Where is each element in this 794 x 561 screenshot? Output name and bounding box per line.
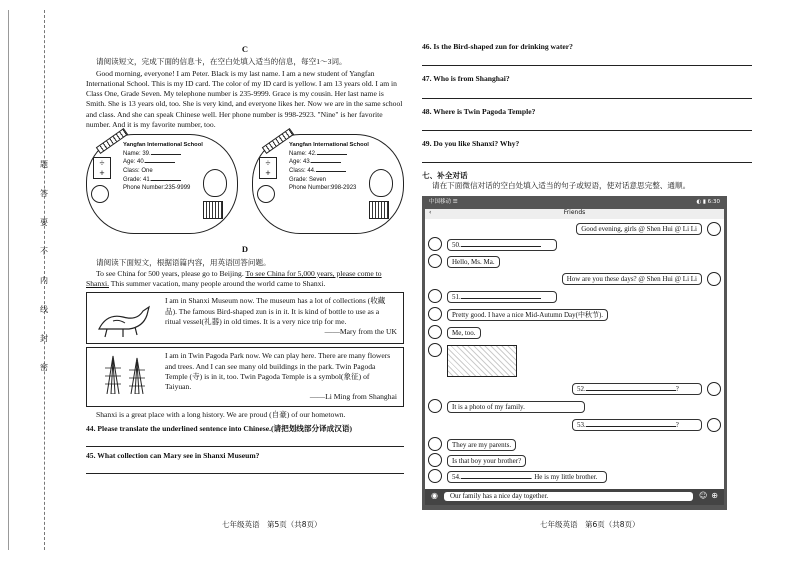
quote-signature-liming: ——Li Ming from Shanghai bbox=[309, 392, 397, 402]
answer-line-47[interactable] bbox=[422, 86, 752, 99]
seal-char: 线 bbox=[40, 305, 48, 314]
card-age-field: Age: 43. bbox=[289, 158, 403, 167]
girl-portrait-icon bbox=[369, 169, 393, 197]
chat-bubble-teacher: How are you these days? @ Shen Hui @ Li Li bbox=[562, 273, 702, 285]
card-school-name: Yangfan International School bbox=[289, 142, 369, 149]
back-arrow-icon[interactable]: ‹ bbox=[429, 208, 432, 216]
calculator-icon: ÷ + bbox=[93, 157, 111, 179]
section-c-instructions: 请阅读短文，完成下面的信息卡，在空白处填入适当的信息，每空1～3词。 bbox=[96, 57, 347, 67]
seal-char: 答 bbox=[40, 189, 48, 198]
answer-blank-39[interactable] bbox=[151, 154, 181, 155]
chat-area bbox=[425, 219, 724, 489]
info-card-peter bbox=[86, 134, 238, 234]
answer-blank-40[interactable] bbox=[145, 162, 175, 163]
section-d-intro: To see China for 500 years, please go to Beijing. To see China for 5,000 years, please come to Shanxi. This summer vacation, many people around the world came to Shanxi. bbox=[86, 268, 382, 289]
seal-char: 密 bbox=[40, 363, 48, 372]
section-7-instructions: 请在下面微信对话的空白处填入适当的句子或短语，使对话意思完整、通顺。 bbox=[432, 181, 691, 191]
seal-char: 要 bbox=[40, 218, 48, 227]
chat-input-bar bbox=[425, 489, 724, 505]
section-7-heading: 七、补全对话 bbox=[422, 171, 468, 180]
question-47: 47. Who is from Shanghai? bbox=[422, 74, 510, 84]
teacher-avatar-icon bbox=[707, 382, 721, 396]
bird-shaped-zun-image bbox=[93, 299, 159, 339]
seal-char: 封 bbox=[40, 334, 48, 343]
quote-box-liming bbox=[86, 347, 404, 406]
notepad-icon bbox=[203, 201, 223, 219]
chat-bubble-teacher: Good evening, girls @ Shen Hui @ Li Li bbox=[576, 223, 702, 235]
card-name-field: Name: 39. bbox=[123, 150, 237, 159]
quote-signature-mary: ——Mary from the UK bbox=[324, 327, 397, 337]
twin-pagoda-image bbox=[93, 354, 159, 394]
calculator-icon: ÷ + bbox=[259, 157, 277, 179]
card-grade-field: Grade: Seven bbox=[289, 176, 327, 183]
girl-avatar-icon bbox=[428, 437, 442, 451]
teacher-avatar-icon bbox=[707, 272, 721, 286]
teacher-avatar-icon bbox=[707, 418, 721, 432]
answer-blank-52[interactable] bbox=[586, 390, 676, 391]
carrier-label: 中国移动 ☰ bbox=[429, 198, 458, 205]
section-d-closing: Shanxi is a great place with a long history. We are proud (自豪) of our hometown. bbox=[96, 409, 346, 419]
chat-bubble-blank-54: 54. . He is my little brother. bbox=[447, 471, 607, 483]
chat-bubble-girl: They are my parents. bbox=[447, 439, 516, 451]
card-name-field: Name: 42. bbox=[289, 150, 403, 159]
chat-bubble-blank-52: 52. ? bbox=[572, 383, 702, 395]
answer-blank-44[interactable] bbox=[316, 171, 346, 172]
pie-icon bbox=[257, 185, 275, 203]
seal-char: 题 bbox=[40, 160, 48, 169]
phone-status-bar bbox=[425, 199, 724, 209]
answer-line-46[interactable] bbox=[422, 53, 752, 66]
chat-bubble-blank-50: 50. bbox=[447, 239, 557, 251]
answer-line-44[interactable] bbox=[86, 434, 404, 447]
wechat-phone-screenshot bbox=[422, 196, 727, 510]
chat-bubble-girl: It is a photo of my family. bbox=[447, 401, 585, 413]
info-cards bbox=[86, 134, 404, 238]
boy-portrait-icon bbox=[203, 169, 227, 197]
quote-text-liming: I am in Twin Pagoda Park now. We can play here. There are many flowers and trees. And I can see many old buildings in the park. Twin Pagoda Temple (寺) is in it, too. Twin Pagoda Temple is a symbol(象征) of Taiyuan. bbox=[165, 351, 391, 392]
quote-box-mary bbox=[86, 292, 404, 344]
battery-time: ◐ ▮ 6:30 bbox=[696, 198, 720, 205]
margin-border-line bbox=[8, 10, 9, 550]
chat-bubble-blank-53: 53. ? bbox=[572, 419, 702, 431]
teacher-avatar-icon bbox=[707, 222, 721, 236]
girl-avatar-icon bbox=[428, 307, 442, 321]
answer-line-49[interactable] bbox=[422, 150, 752, 163]
answer-blank-54[interactable] bbox=[461, 478, 531, 479]
card-class-field: Class: One bbox=[123, 167, 153, 174]
answer-blank-43[interactable] bbox=[311, 162, 341, 163]
chat-title-bar bbox=[425, 209, 724, 219]
girl-avatar-icon bbox=[428, 289, 442, 303]
chat-title: Friends bbox=[563, 208, 586, 216]
page-footer-left: 七年级英语 第5页（共8页） bbox=[222, 520, 322, 529]
girl-avatar-icon bbox=[428, 469, 442, 483]
answer-blank-41[interactable] bbox=[151, 180, 181, 181]
pie-icon bbox=[91, 185, 109, 203]
answer-blank-50[interactable] bbox=[461, 246, 541, 247]
chat-bubble-girl: Me, too. bbox=[447, 327, 481, 339]
left-page bbox=[86, 42, 404, 477]
card-phone-field: Phone Number:998-2923 bbox=[289, 185, 357, 192]
family-photo-image bbox=[447, 345, 517, 377]
section-d-heading: D bbox=[241, 244, 249, 255]
chat-bubble-girl: Pretty good. I have a nice Mid-Autumn Day(中秋节). bbox=[447, 309, 608, 321]
answer-blank-42[interactable] bbox=[317, 154, 347, 155]
seal-char: 内 bbox=[40, 276, 48, 285]
notepad-icon bbox=[369, 201, 389, 219]
card-phone-field: Phone Number:235-9999 bbox=[123, 185, 191, 192]
card-class-field: Class: 44. bbox=[289, 167, 403, 176]
right-page bbox=[422, 42, 752, 510]
answer-blank-51[interactable] bbox=[461, 298, 541, 299]
seal-char: 不 bbox=[40, 247, 48, 256]
question-44: 44. Please translate the underlined sentence into Chinese.(请把划线部分译成汉语) bbox=[86, 423, 352, 433]
section-c-heading: C bbox=[241, 44, 249, 54]
chat-bubble-girl: Hello, Ms. Ma. bbox=[447, 256, 500, 268]
card-age-field: Age: 40. bbox=[123, 158, 237, 167]
voice-icon[interactable]: ◉ bbox=[431, 491, 438, 501]
plus-icon[interactable]: ⊕ bbox=[711, 491, 718, 501]
chat-bubble-blank-51: 51. bbox=[447, 291, 557, 303]
answer-blank-53[interactable] bbox=[586, 426, 676, 427]
question-45: 45. What collection can Mary see in Shanxi Museum? bbox=[86, 451, 260, 461]
emoji-icon[interactable]: ☺ bbox=[698, 491, 708, 501]
question-49: 49. Do you like Shanxi? Why? bbox=[422, 138, 520, 148]
last-message-preview: Our family has a nice day together. bbox=[444, 492, 693, 501]
chat-bubble-girl: Is that boy your brother? bbox=[447, 455, 526, 467]
girl-avatar-icon bbox=[428, 453, 442, 467]
girl-avatar-icon bbox=[428, 399, 442, 413]
girl-avatar-icon bbox=[428, 343, 442, 357]
seal-line-text bbox=[36, 160, 52, 392]
answer-line-45[interactable] bbox=[86, 461, 404, 474]
page-footer-right: 七年级英语 第6页（共8页） bbox=[540, 520, 640, 529]
girl-avatar-icon bbox=[428, 254, 442, 268]
card-school-name: Yangfan International School bbox=[123, 142, 203, 149]
question-48: 48. Where is Twin Pagoda Temple? bbox=[422, 106, 536, 116]
info-card-grace bbox=[252, 134, 404, 234]
card-grade-field: Grade: 41. bbox=[123, 176, 237, 185]
girl-avatar-icon bbox=[428, 237, 442, 251]
girl-avatar-icon bbox=[428, 325, 442, 339]
answer-line-48[interactable] bbox=[422, 118, 752, 131]
underlined-sentence: To see China for 5,000 years, please come to Shanxi. bbox=[86, 268, 382, 289]
binding-margin bbox=[0, 0, 58, 561]
section-c-passage: Good morning, everyone! I am Peter. Black is my last name. I am a new student of Yangfan International School. This is my ID card. The color of my ID card is yellow. I am 13 years old. I am in Class One, Grade Seven. My telephone number is 235-9999. Grace is my cousin. Her last name is Smith. She is 13 years old, too. She is very kind, and everyone likes her. Now we are in the same school and class. And she can speak Chinese well. Her phone number is 998-2923. "Nine" is her favorite number. And it is my favorite number, too. bbox=[86, 68, 403, 129]
section-d-instructions: 请阅读下面短文，根据语篇内容，用英语回答问题。 bbox=[96, 257, 271, 267]
quote-text-mary: I am in Shanxi Museum now. The museum has a lot of collections (收藏品). The famous Bird-shaped zun is in it. It is kind of bottle to use as a ritual vessel(礼器) in old times. It is a very nice trip for me. bbox=[165, 296, 386, 326]
question-46: 46. Is the Bird-shaped zun for drinking water? bbox=[422, 42, 573, 51]
